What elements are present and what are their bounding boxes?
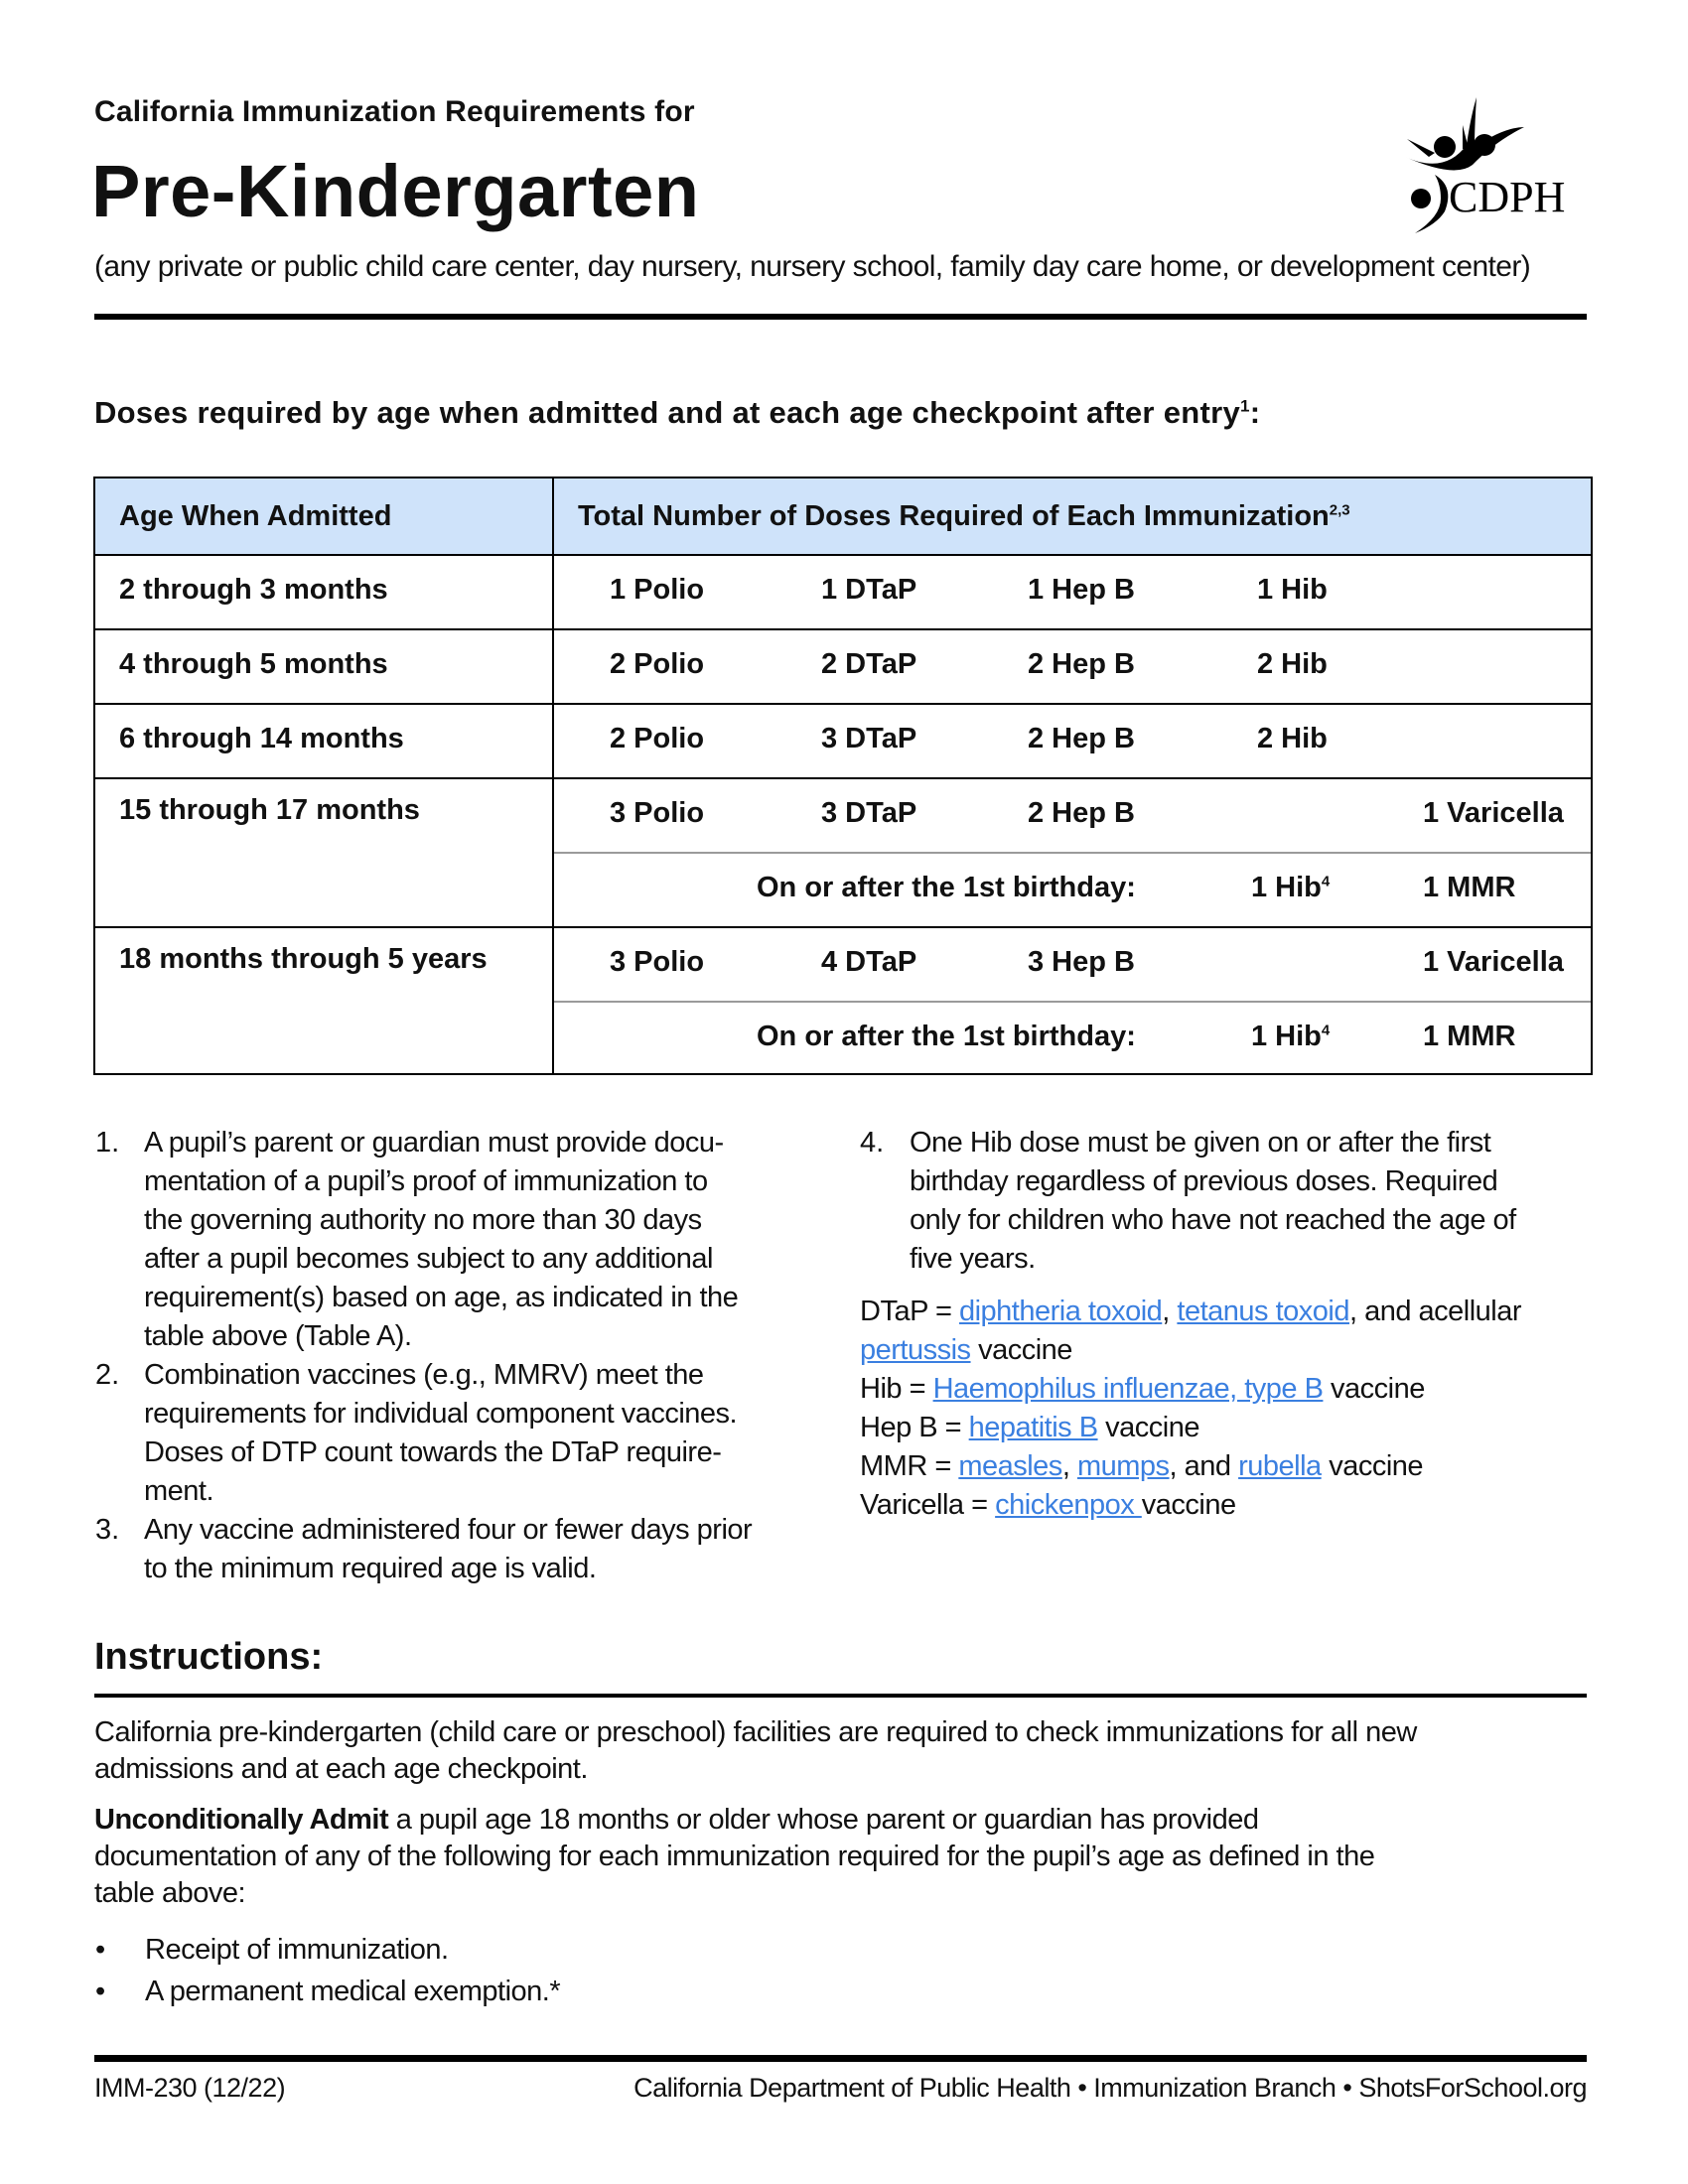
paragraph-line: documentation of any of the following for each immunization required for the pupil’s age as defined in the [94,1841,1375,1872]
footnote-line: mentation of a pupil’s proof of immunization to [144,1165,708,1197]
age-cell: 15 through 17 months [119,794,420,826]
dose-hib: 1 Hib [1257,574,1328,606]
dose-mmr: 1 MMR [1423,872,1516,903]
dose-hib-text: 1 Hib [1251,872,1322,903]
doses-heading-text: Doses required by age when admitted and at each age checkpoint after entry [94,395,1241,430]
definition-term: Hep B = [860,1412,969,1443]
sub-row-divider [554,852,1591,854]
footer-organization: California Department of Public Health • Immunization Branch • ShotsForSchool.org [633,2073,1587,2103]
link-diphtheria-toxoid[interactable]: diphtheria toxoid [958,1296,1163,1327]
link-haemophilus-influenzae[interactable]: Haemophilus influenzae, type B [932,1373,1324,1405]
dose-dtap: 1 DTaP [821,574,917,606]
footnote-line: ment. [144,1475,214,1507]
definition-hepb [860,1409,1199,1447]
doses-heading-suffix: : [1249,395,1261,430]
dose-hepb: 2 Hep B [1028,648,1135,680]
definition-term: DTaP = [860,1296,959,1327]
footnote-line: only for children who have not reached the age of [910,1204,1516,1236]
footnote-line: Any vaccine administered four or fewer days prior [144,1514,753,1546]
link-tetanus-toxoid[interactable]: tetanus toxoid [1177,1296,1349,1327]
definition-text: vaccine [970,1334,1072,1366]
list-item: Receipt of immunization. [145,1934,449,1966]
row-divider [95,777,1591,779]
definition-text: , and acellular [1348,1296,1522,1327]
cdph-logo-icon [1405,87,1604,236]
footer-rule [94,2055,1587,2062]
footnote-line: A pupil’s parent or guardian must provide docu- [144,1127,724,1159]
definition-text: vaccine [1097,1412,1199,1443]
document-title: Pre-Kindergarten [91,150,700,232]
footnote-line: after a pupil becomes subject to any additional [144,1243,713,1275]
birthday-label: On or after the 1st birthday: [757,872,1136,903]
dose-hib-birthday [1251,1021,1330,1053]
footnote-line: birthday regardless of previous doses. Required [910,1165,1498,1197]
dose-mmr: 1 MMR [1423,1021,1516,1052]
footnote-ref: 1 [1240,396,1250,416]
definition-hib [860,1370,1425,1409]
cdph-logo-text: CDPH [1449,173,1566,221]
col-header-age: Age When Admitted [119,500,392,532]
age-cell: 6 through 14 months [119,723,404,754]
link-pertussis[interactable]: pertussis [860,1334,971,1366]
form-id: IMM-230 (12/22) [94,2073,286,2103]
footnote-line: table above (Table A). [144,1320,412,1352]
paragraph-line: admissions and at each age checkpoint. [94,1753,588,1785]
footnote-line: to the minimum required age is valid. [144,1553,597,1584]
definition-text: , and [1169,1450,1239,1482]
dose-polio: 2 Polio [610,648,705,680]
dose-hib: 2 Hib [1257,648,1328,680]
dose-dtap: 3 DTaP [821,723,917,754]
dose-dtap: 2 DTaP [821,648,917,680]
paragraph-line [94,1802,1594,1839]
list-item: A permanent medical exemption.* [145,1976,561,2007]
dose-polio: 3 Polio [610,946,705,978]
document-subtitle: (any private or public child care center, day nursery, nursery school, family day care home, or development center) [94,250,1531,283]
definition-term: Varicella = [860,1489,996,1521]
link-measles[interactable]: measles [958,1450,1062,1482]
instructions-paragraph-2 [94,1802,1594,1912]
paragraph-line: table above: [94,1877,246,1909]
definition-text: vaccine [1323,1373,1425,1405]
dose-hib-text: 1 Hib [1251,1021,1322,1052]
footnote-ref: 4 [1321,873,1331,890]
table-header [95,478,1591,556]
footnote-number: 4. [860,1127,885,1159]
cdph-logo [1405,87,1604,236]
definition-text: vaccine [1321,1450,1424,1482]
link-mumps[interactable]: mumps [1076,1450,1170,1482]
definition-dtap [860,1293,1521,1331]
instructions-paragraph-1 [94,1714,1594,1788]
row-divider [95,628,1591,630]
paragraph-text: a pupil age 18 months or older whose parent or guardian has provided [388,1804,1259,1836]
dose-varicella: 1 Varicella [1423,946,1564,978]
definition-text: vaccine [1141,1489,1236,1521]
footnote-line: requirement(s) based on age, as indicated in the [144,1282,739,1313]
row-divider [95,926,1591,928]
footnote-line: Doses of DTP count towards the DTaP require- [144,1436,722,1468]
separator: , [1162,1296,1178,1327]
dose-hib: 2 Hib [1257,723,1328,754]
age-cell: 2 through 3 months [119,574,388,606]
footnote-ref: 2,3 [1329,501,1350,519]
footnote-line: five years. [910,1243,1036,1275]
instructions-rule [94,1694,1587,1698]
footnote-number: 3. [95,1514,120,1546]
row-divider [95,703,1591,705]
separator: , [1061,1450,1077,1482]
birthday-label: On or after the 1st birthday: [757,1021,1136,1052]
link-hepatitis-b[interactable]: hepatitis B [968,1412,1098,1443]
immunization-requirements-table [93,477,1593,1075]
footnote-line: Combination vaccines (e.g., MMRV) meet the [144,1359,704,1391]
dose-polio: 1 Polio [610,574,705,606]
bullet-icon: • [95,1934,106,1966]
dose-varicella: 1 Varicella [1423,797,1564,829]
dose-hepb: 2 Hep B [1028,797,1135,829]
dose-polio: 2 Polio [610,723,705,754]
dose-dtap: 4 DTaP [821,946,917,978]
document-pre-title: California Immunization Requirements for [94,95,695,128]
dose-dtap: 3 DTaP [821,797,917,829]
footnote-line: requirements for individual component vaccines. [144,1398,738,1430]
instructions-heading: Instructions: [94,1636,324,1678]
col-header-doses [578,500,1350,533]
definition-term: MMR = [860,1450,959,1482]
definition-term: Hib = [860,1373,933,1405]
footnote-number: 1. [95,1127,120,1159]
dose-hepb: 2 Hep B [1028,723,1135,754]
bullet-icon: • [95,1976,106,2007]
sub-row-divider [554,1001,1591,1003]
footnote-line: One Hib dose must be given on or after the first [910,1127,1491,1159]
definition-dtap-cont [860,1331,1072,1370]
definition-varicella [860,1486,1236,1525]
dose-hepb: 1 Hep B [1028,574,1135,606]
age-cell: 4 through 5 months [119,648,388,680]
col-header-doses-text: Total Number of Doses Required of Each Immunization [578,500,1330,532]
dose-polio: 3 Polio [610,797,705,829]
definition-mmr [860,1447,1423,1486]
footnote-ref: 4 [1321,1022,1331,1039]
section-heading-doses [94,395,1260,431]
column-divider [552,478,554,1073]
header-rule [94,314,1587,320]
age-cell: 18 months through 5 years [119,943,488,975]
link-chickenpox[interactable]: chickenpox [995,1489,1142,1521]
paragraph-line: California pre-kindergarten (child care or preschool) facilities are required to check immunizations for all new [94,1716,1417,1748]
dose-hib-birthday [1251,872,1330,904]
footnote-number: 2. [95,1359,120,1391]
footnote-line: the governing authority no more than 30 days [144,1204,702,1236]
link-rubella[interactable]: rubella [1238,1450,1322,1482]
unconditionally-admit-label: Unconditionally Admit [94,1804,389,1836]
dose-hepb: 3 Hep B [1028,946,1135,978]
